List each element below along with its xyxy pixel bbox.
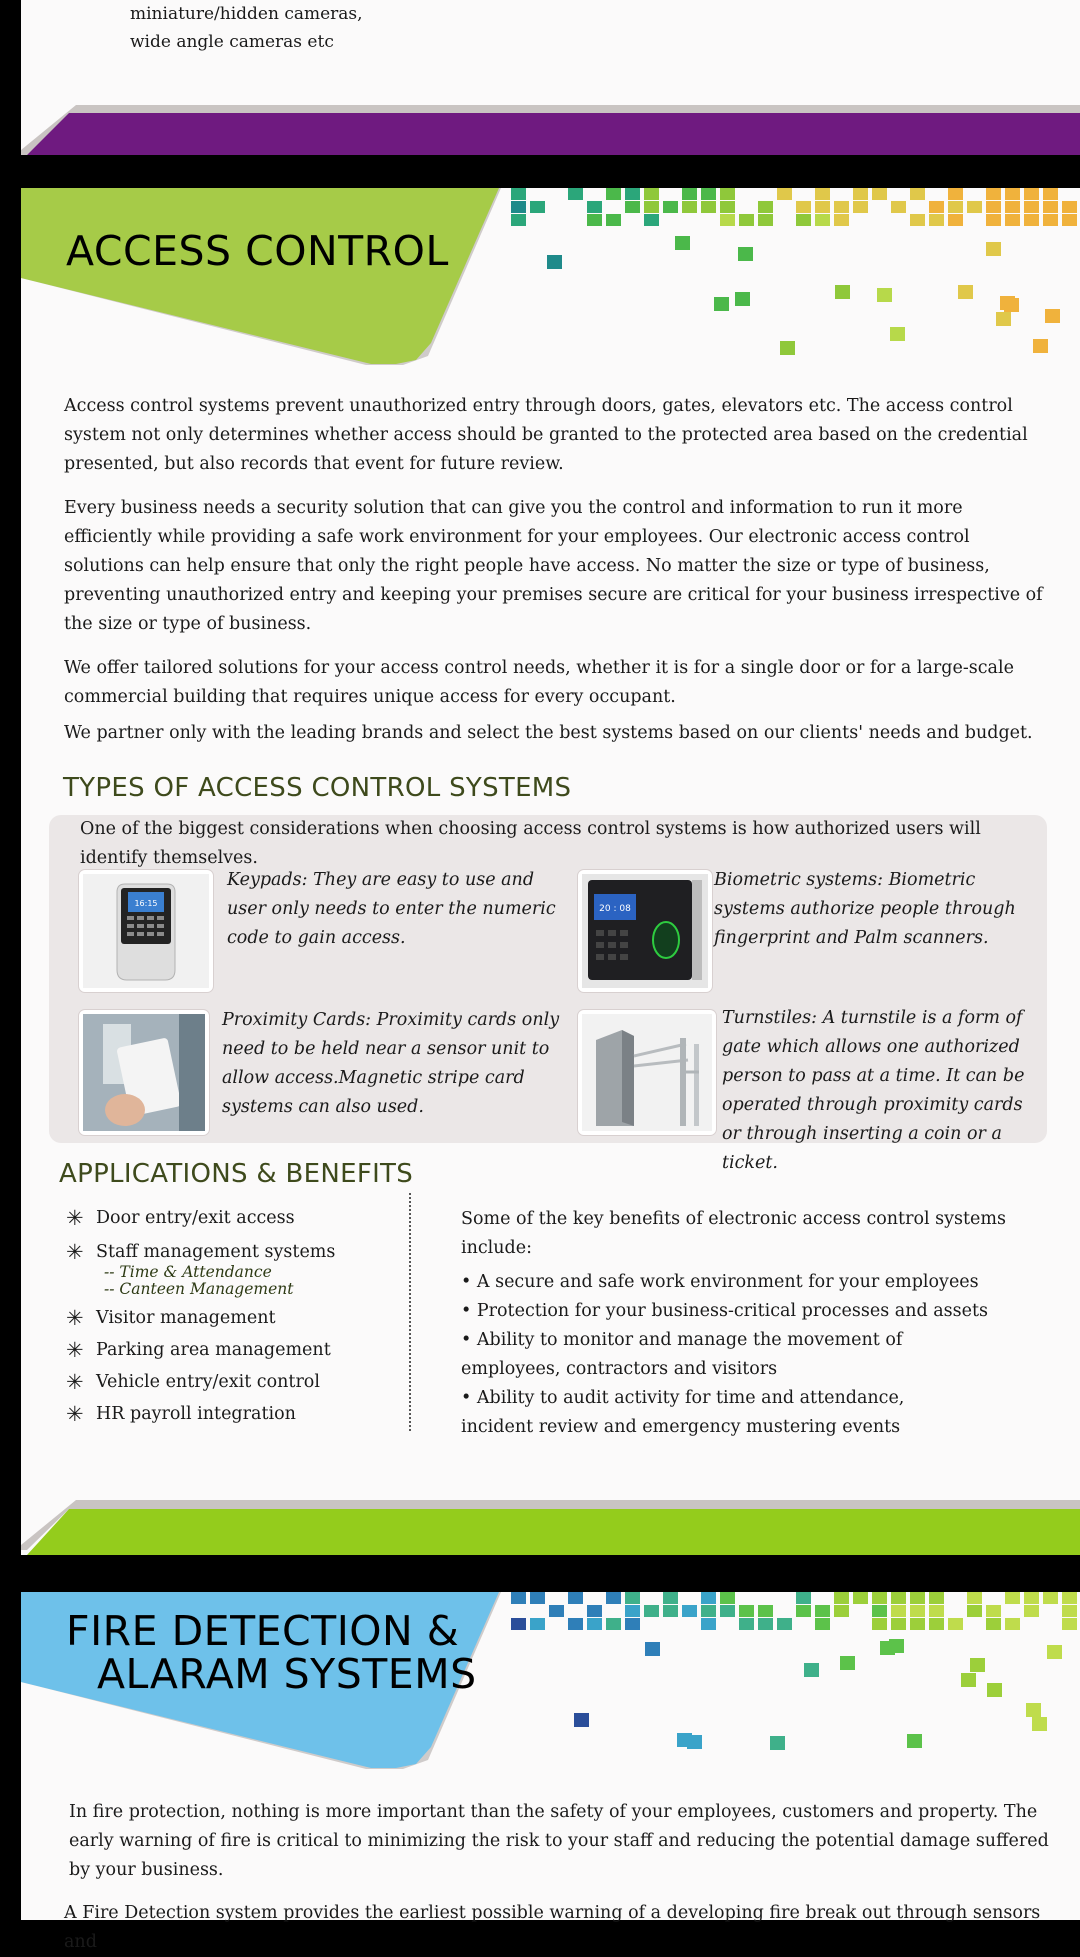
mosaic-tile [815, 1605, 830, 1617]
mosaic-tile [1026, 1703, 1041, 1717]
mosaic-tile [1005, 1592, 1020, 1604]
mosaic-tile [780, 341, 795, 355]
keypad-image [79, 870, 213, 992]
asterisk-icon: ✳ [66, 1370, 84, 1394]
application-label: Door entry/exit access [96, 1208, 295, 1228]
mosaic-tile [840, 1656, 855, 1670]
mosaic-tile [1062, 201, 1077, 213]
mosaic-tile [891, 201, 906, 213]
asterisk-icon: ✳ [66, 1306, 84, 1330]
mosaic-tile [1005, 1618, 1020, 1630]
proximity-card-icon [83, 1014, 205, 1131]
mosaic-tile [986, 242, 1001, 256]
mosaic-tile [796, 1605, 811, 1617]
mosaic-tile [853, 201, 868, 213]
proximity-card-image [79, 1010, 209, 1135]
mosaic-tile [1033, 339, 1048, 353]
types-box [49, 815, 1047, 1173]
mosaic-tile [1004, 298, 1019, 312]
mosaic-tile [568, 1618, 583, 1630]
mosaic-tile [815, 1618, 830, 1630]
mosaic-tile [996, 312, 1011, 326]
mosaic-tile [967, 201, 982, 213]
mosaic-tile [738, 247, 753, 261]
application-label: Visitor management [96, 1308, 276, 1328]
fire-paragraph: In fire protection, nothing is more important than the safety of your employees, customers and property. The early warning of fire is critical to minimizing the risk to your staff and reducing the potential damage suffered by your business. [69, 1802, 1049, 1880]
mosaic-tile [796, 214, 811, 226]
applications-list [66, 1202, 396, 1430]
mosaic-tile [853, 188, 868, 200]
mosaic-tile [625, 1605, 640, 1617]
mosaic-tile [568, 188, 583, 200]
mosaic-tile [835, 285, 850, 299]
mosaic-tile [1005, 188, 1020, 200]
mosaic-tile [967, 1605, 982, 1617]
mosaic-tile [701, 1605, 716, 1617]
type-proximity-text: Proximity Cards: Proximity cards only need to be held near a sensor unit to allow access.Magnetic stripe card systems can also used. [222, 1010, 560, 1117]
mosaic-tile [625, 201, 640, 213]
mosaic-tile [606, 188, 621, 200]
mosaic-tile [511, 1592, 526, 1604]
mosaic-tile [986, 188, 1001, 200]
mosaic-tile [682, 201, 697, 213]
application-item [66, 1398, 396, 1430]
fire-paragraph: A Fire Detection system provides the earliest possible warning of a developing fire break out through sensors and [64, 1903, 1041, 1952]
mosaic-tile [511, 188, 526, 200]
asterisk-icon: ✳ [66, 1402, 84, 1426]
application-item [66, 1236, 396, 1298]
mosaic-tile [701, 201, 716, 213]
types-intro: One of the biggest considerations when choosing access control systems is how authorized users will identify themselves. [80, 819, 981, 868]
mosaic-tile [687, 1735, 702, 1749]
applications-heading: APPLICATIONS & BENEFITS [59, 1159, 414, 1189]
type-keypads-text: Keypads: They are easy to use and user only needs to enter the numeric code to gain access. [227, 870, 556, 948]
previous-section-line: miniature/hidden cameras, [130, 4, 363, 24]
mosaic-tile [720, 1605, 735, 1617]
mosaic-tile [645, 1642, 660, 1656]
benefits-intro: Some of the key benefits of electronic access control systems include: [461, 1209, 1006, 1258]
previous-section-text [130, 0, 363, 56]
mosaic-tile [568, 1592, 583, 1604]
mosaic-tile [948, 1618, 963, 1630]
application-label: Parking area management [96, 1340, 331, 1360]
access-control-panel [21, 188, 1080, 1555]
mosaic-tile [547, 255, 562, 269]
mosaic-tile [834, 214, 849, 226]
mosaic-tile [739, 1605, 754, 1617]
mosaic-tile [815, 188, 830, 200]
asterisk-icon: ✳ [66, 1338, 84, 1362]
keypad-screen-time: 16:15 [134, 899, 158, 908]
application-subitem: -- Time & Attendance [104, 1263, 272, 1281]
decorative-pixel-mosaic [511, 188, 1080, 368]
access-control-title-shape [21, 188, 521, 368]
mosaic-tile [758, 1618, 773, 1630]
keypad-device-icon [83, 874, 209, 988]
mosaic-tile [891, 1605, 906, 1617]
benefit-item: • Ability to monitor and manage the movement of employees, contractors and visitors [461, 1330, 903, 1379]
benefit-item: • A secure and safe work environment for your employees [461, 1272, 979, 1292]
mosaic-tile [890, 327, 905, 341]
mosaic-tile [739, 1618, 754, 1630]
mosaic-tile [961, 1673, 976, 1687]
mosaic-tile [549, 1605, 564, 1617]
mosaic-tile [967, 1592, 982, 1604]
mosaic-tile [714, 297, 729, 311]
mosaic-tile [910, 1618, 925, 1630]
mosaic-tile [758, 214, 773, 226]
mosaic-tile [644, 214, 659, 226]
mosaic-tile [986, 201, 1001, 213]
mosaic-tile [644, 1605, 659, 1617]
benefit-item: • Protection for your business-critical processes and assets [461, 1301, 989, 1321]
mosaic-tile [872, 188, 887, 200]
mosaic-tile [663, 201, 678, 213]
mosaic-tile [910, 188, 925, 200]
mosaic-tile [587, 1605, 602, 1617]
mosaic-tile [1062, 214, 1077, 226]
mosaic-tile [530, 1592, 545, 1604]
mosaic-tile [720, 214, 735, 226]
mosaic-tile [872, 1605, 887, 1617]
mosaic-tile [770, 1736, 785, 1750]
mosaic-tile [948, 201, 963, 213]
biometric-scanner-icon [582, 874, 708, 988]
mosaic-tile [987, 1683, 1002, 1697]
application-item [66, 1366, 396, 1398]
asterisk-icon: ✳ [66, 1240, 84, 1264]
mosaic-tile [796, 1592, 811, 1604]
mosaic-tile [796, 201, 811, 213]
mosaic-tile [929, 1618, 944, 1630]
benefits-column [461, 1205, 1071, 1442]
mosaic-tile [574, 1713, 589, 1727]
mosaic-tile [739, 214, 754, 226]
mosaic-tile [1024, 1592, 1039, 1604]
mosaic-tile [587, 201, 602, 213]
green-band [21, 1500, 1080, 1555]
mosaic-tile [625, 1618, 640, 1630]
mosaic-tile [815, 201, 830, 213]
mosaic-tile [606, 1592, 621, 1604]
mosaic-tile [958, 285, 973, 299]
mosaic-tile [587, 1618, 602, 1630]
mosaic-tile [1005, 201, 1020, 213]
mosaic-tile [1045, 309, 1060, 323]
mosaic-tile [834, 201, 849, 213]
mosaic-tile [530, 1618, 545, 1630]
intro-paragraph: We partner only with the leading brands and select the best systems based on our clients' needs and budget. [64, 723, 1033, 743]
mosaic-tile [910, 214, 925, 226]
mosaic-tile [1043, 201, 1058, 213]
mosaic-tile [872, 1618, 887, 1630]
type-turnstiles-text: Turnstiles: A turnstile is a form of gate which allows one authorized person to pass at a time. It can be operated through proximity cards or through inserting a coin or a ticket. [722, 1008, 1025, 1173]
turnstile-image [578, 1010, 716, 1135]
mosaic-tile [720, 1592, 735, 1604]
application-item [66, 1302, 396, 1334]
mosaic-tile [625, 1592, 640, 1604]
application-item [66, 1334, 396, 1366]
access-control-intro [64, 392, 1054, 748]
mosaic-tile [758, 1605, 773, 1617]
mosaic-tile [1047, 1645, 1062, 1659]
turnstile-icon [582, 1014, 712, 1131]
mosaic-tile [1024, 188, 1039, 200]
fire-detection-panel [21, 1592, 1080, 1952]
mosaic-tile [853, 1592, 868, 1604]
intro-paragraph: Access control systems prevent unauthorized entry through doors, gates, elevators etc. The access control system not only determines whether access should be granted to the protected area based on the credential presented, but also records that event for future review. [64, 396, 1028, 474]
mosaic-tile [1062, 1592, 1077, 1604]
type-biometric-text: Biometric systems: Biometric systems authorize people through fingerprint and Palm scanners. [714, 870, 1016, 948]
mosaic-tile [804, 1663, 819, 1677]
intro-paragraph: We offer tailored solutions for your access control needs, whether it is for a single door or for a large-scale commercial building that requires unique access for every occupant. [64, 658, 1014, 707]
mosaic-tile [735, 292, 750, 306]
mosaic-tile [1024, 1605, 1039, 1617]
mosaic-tile [644, 201, 659, 213]
mosaic-tile [1062, 1605, 1077, 1617]
mosaic-tile [929, 214, 944, 226]
mosaic-tile [720, 188, 735, 200]
mosaic-tile [834, 1592, 849, 1604]
mosaic-tile [986, 1605, 1001, 1617]
purple-band [21, 100, 1080, 155]
mosaic-tile [910, 1592, 925, 1604]
mosaic-tile [606, 1618, 621, 1630]
mosaic-tile [511, 214, 526, 226]
mosaic-tile [986, 214, 1001, 226]
benefit-item: • Ability to audit activity for time and attendance, incident review and emergency mustering events [461, 1388, 905, 1437]
biometric-image [578, 870, 712, 992]
mosaic-tile [1043, 1592, 1058, 1604]
mosaic-tile [530, 201, 545, 213]
application-label: Staff management systems [96, 1242, 336, 1262]
previous-section-panel [21, 0, 1080, 155]
mosaic-tile [910, 1605, 925, 1617]
mosaic-tile [872, 1592, 887, 1604]
mosaic-tile [606, 214, 621, 226]
mosaic-tile [880, 1641, 895, 1655]
mosaic-tile [1032, 1717, 1047, 1731]
mosaic-tile [682, 1605, 697, 1617]
mosaic-tile [720, 201, 735, 213]
mosaic-tile [625, 188, 640, 200]
mosaic-tile [970, 1658, 985, 1672]
mosaic-tile [929, 1605, 944, 1617]
mosaic-tile [1062, 1618, 1077, 1630]
mosaic-tile [986, 1618, 1001, 1630]
previous-section-line: wide angle cameras etc [130, 32, 334, 52]
mosaic-tile [891, 1592, 906, 1604]
biometric-screen-time: 20 : 08 [599, 904, 631, 914]
mosaic-tile [682, 188, 697, 200]
mosaic-tile [701, 188, 716, 200]
mosaic-tile [701, 1592, 716, 1604]
mosaic-tile [1024, 201, 1039, 213]
mosaic-tile [929, 1592, 944, 1604]
decorative-pixel-mosaic [511, 1592, 1080, 1772]
application-label: Vehicle entry/exit control [96, 1372, 320, 1392]
fire-detection-intro [64, 1798, 1059, 1957]
fire-detection-title-line: ALARAM SYSTEMS [97, 1650, 477, 1698]
mosaic-tile [891, 1618, 906, 1630]
mosaic-tile [1043, 188, 1058, 200]
application-item [66, 1202, 396, 1234]
application-label: HR payroll integration [96, 1404, 296, 1424]
column-divider [409, 1193, 411, 1431]
fire-detection-title-line: FIRE DETECTION & [66, 1607, 460, 1655]
mosaic-tile [644, 188, 659, 200]
fire-detection-title [66, 1607, 477, 1698]
mosaic-tile [758, 201, 773, 213]
mosaic-tile [663, 1605, 678, 1617]
types-heading: TYPES OF ACCESS CONTROL SYSTEMS [63, 773, 572, 803]
mosaic-tile [511, 201, 526, 213]
mosaic-tile [815, 214, 830, 226]
application-subitem: -- Canteen Management [104, 1280, 294, 1298]
mosaic-tile [777, 188, 792, 200]
mosaic-tile [929, 201, 944, 213]
mosaic-tile [1043, 214, 1058, 226]
mosaic-tile [1005, 214, 1020, 226]
access-control-title: ACCESS CONTROL [66, 227, 449, 275]
mosaic-tile [948, 214, 963, 226]
mosaic-tile [663, 1592, 678, 1604]
mosaic-tile [701, 1618, 716, 1630]
mosaic-tile [877, 288, 892, 302]
mosaic-tile [511, 1618, 526, 1630]
mosaic-tile [777, 1618, 792, 1630]
mosaic-tile [907, 1734, 922, 1748]
mosaic-tile [948, 188, 963, 200]
intro-paragraph: Every business needs a security solution that can give you the control and information to run it more efficiently while providing a safe work environment for your employees. Our electronic access control solutions can help ensure that only the right people have access. No matter the size or type of business, preventing unauthorized entry and keeping your premises secure are critical for your business irrespective of the size or type of business. [64, 498, 1043, 634]
asterisk-icon: ✳ [66, 1206, 84, 1230]
mosaic-tile [834, 1605, 849, 1617]
mosaic-tile [1024, 214, 1039, 226]
mosaic-tile [675, 236, 690, 250]
mosaic-tile [587, 214, 602, 226]
